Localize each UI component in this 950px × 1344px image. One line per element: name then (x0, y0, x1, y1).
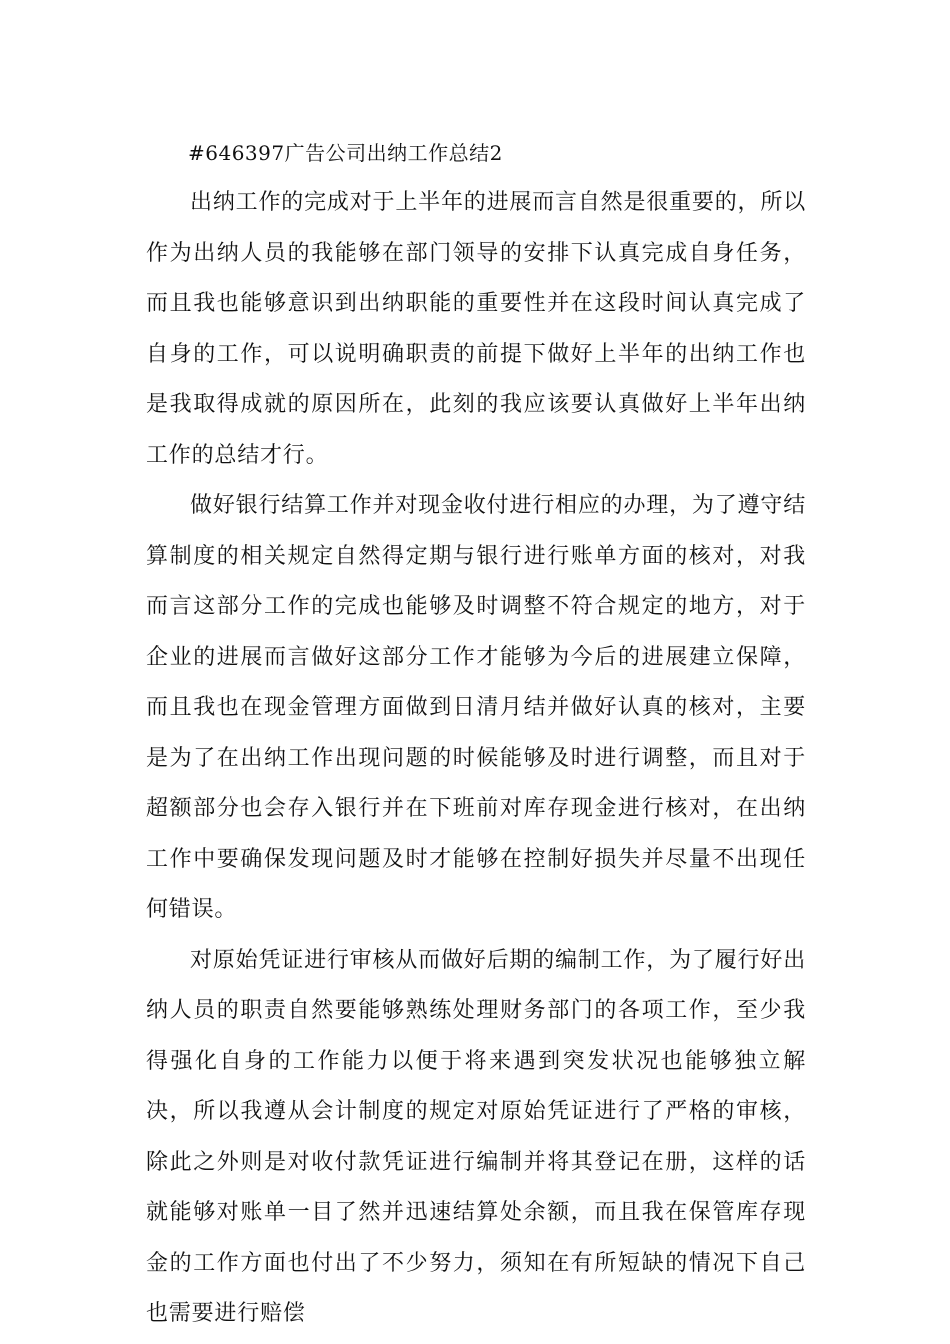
document-body (146, 128, 806, 1340)
paragraph-1: 出纳工作的完成对于上半年的进展而言自然是很重要的，所以作为出纳人员的我能够在部门领导的安排下认真完成自身任务，而且我也能够意识到出纳职能的重要性并在这段时间认真完成了自身的工作，可以说明确职责的前提下做好上半年的出纳工作也是我取得成就的原因所在，此刻的我应该要认真做好上半年出纳工作的总结才行。 (146, 190, 806, 468)
document-title: #646397广告公司出纳工作总结2 (188, 141, 503, 165)
paragraph-3: 对原始凭证进行审核从而做好后期的编制工作，为了履行好出纳人员的职责自然要能够熟练处理财务部门的各项工作，至少我得强化自身的工作能力以便于将来遇到突发状况也能够独立解决，所以我遵从会计制度的规定对原始凭证进行了严格的审核，除此之外则是对收付款凭证进行编制并将其登记在册，这样的话就能够对账单一目了然并迅速结算处余额，而且我在保管库存现金的工作方面也付出了不少努力，须知在有所短缺的情况下自己也需要进行赔偿 (146, 947, 806, 1326)
paragraph-2: 做好银行结算工作并对现金收付进行相应的办理，为了遵守结算制度的相关规定自然得定期与银行进行账单方面的核对，对我而言这部分工作的完成也能够及时调整不符合规定的地方，对于企业的进展而言做好这部分工作才能够为今后的进展建立保障，而且我也在现金管理方面做到日清月结并做好认真的核对，主要是为了在出纳工作出现问题的时候能够及时进行调整，而且对于超额部分也会存入银行并在下班前对库存现金进行核对，在出纳工作中要确保发现问题及时才能够在控制好损失并尽量不出现任何错误。 (146, 493, 806, 922)
